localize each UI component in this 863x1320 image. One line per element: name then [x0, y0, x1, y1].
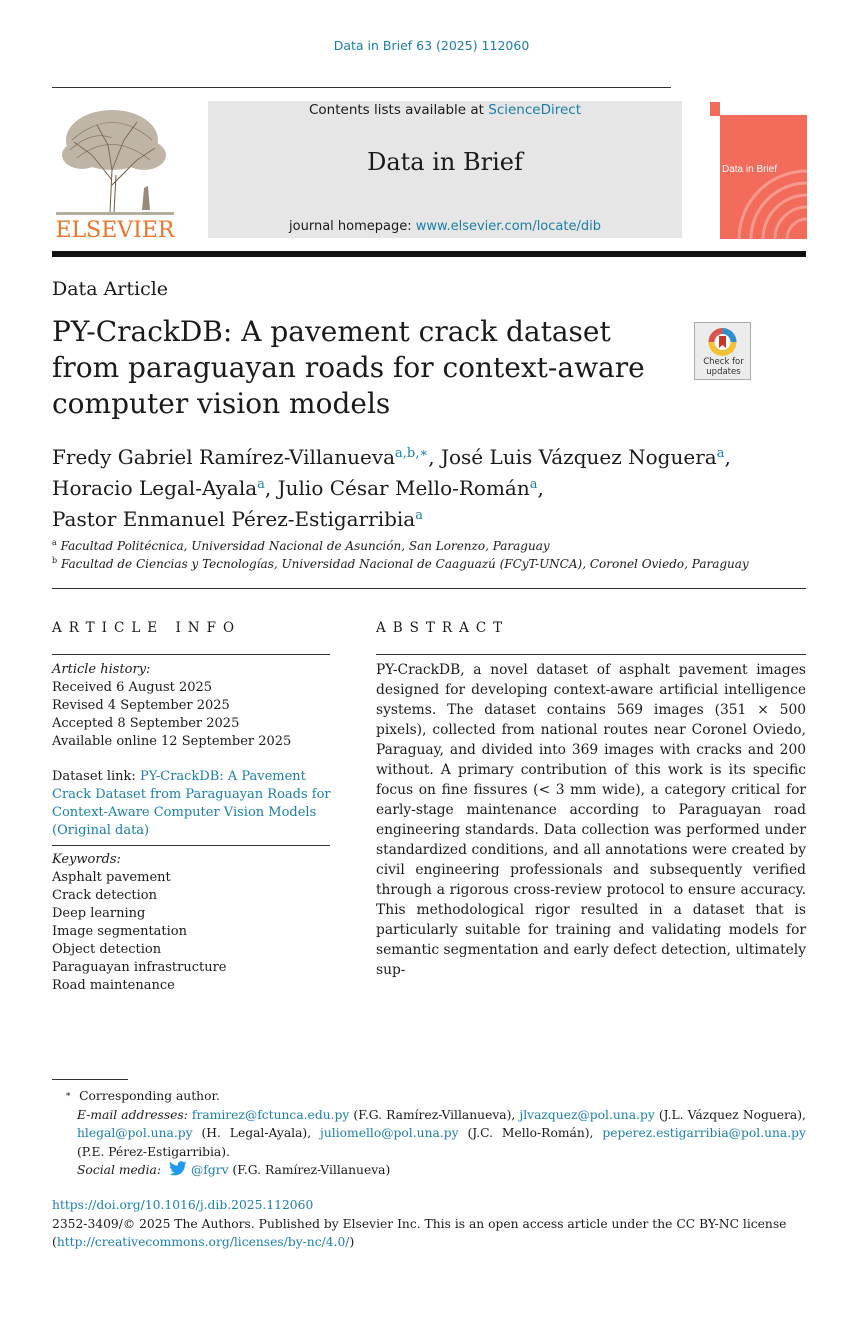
keyword: Deep learning	[52, 906, 146, 921]
keyword: Asphalt pavement	[52, 870, 171, 885]
doi-license-block	[52, 1196, 812, 1252]
abstract-heading: ABSTRACT	[376, 620, 510, 636]
keyword: Road maintenance	[52, 978, 175, 993]
doi-link[interactable]: https://doi.org/10.1016/j.dib.2025.112060	[52, 1198, 314, 1212]
elsevier-logo	[52, 100, 178, 240]
author-affiliation-mark[interactable]: a	[257, 477, 265, 492]
email-link[interactable]: framirez@fctunca.edu.py	[191, 1107, 350, 1122]
affiliation-a-text: Facultad Politécnica, Universidad Nacional de Asunción, San Lorenzo, Paraguay	[60, 539, 550, 553]
author-name: Fredy Gabriel Ramírez-Villanueva	[52, 445, 396, 469]
header-rule	[52, 87, 671, 88]
article-type: Data Article	[52, 278, 169, 300]
corresponding-author-mark[interactable]: ∗	[419, 446, 429, 461]
license-link[interactable]: http://creativecommons.org/licenses/by-nc/4.0/	[56, 1235, 350, 1249]
keywords-block	[52, 851, 332, 995]
author-separator: ,	[537, 476, 544, 500]
email-link[interactable]: juliomello@pol.una.py	[320, 1126, 459, 1140]
author-separator: ,	[724, 445, 731, 469]
author-name: Julio César Mello-Román	[277, 476, 530, 500]
keyword: Object detection	[52, 942, 162, 957]
corresponding-note	[52, 1086, 806, 1106]
social-label: Social media:	[77, 1163, 162, 1177]
cover-title: Data in Brief	[722, 164, 778, 175]
author-affiliation-mark[interactable]: a	[529, 477, 538, 492]
email-link[interactable]: hlegal@pol.una.py	[77, 1126, 193, 1140]
license-line: 2352-3409/© 2025 The Authors. Published by Elsevier Inc. This is an open access article under the CC BY-NC license	[52, 1216, 787, 1231]
corresponding-text: Corresponding author.	[79, 1089, 220, 1103]
license-open-paren: (	[52, 1235, 57, 1249]
social-media	[52, 1161, 806, 1180]
check-updates-icon	[695, 323, 750, 359]
author-list	[52, 440, 812, 533]
footnotes	[52, 1086, 806, 1180]
email-addresses	[52, 1106, 806, 1162]
author-affiliation-mark[interactable]: a,b,	[395, 446, 420, 461]
author-affiliation-mark[interactable]: a	[716, 446, 725, 461]
twitter-icon	[168, 1161, 188, 1177]
article-title: PY-CrackDB: A pavement crack dataset from paraguayan roads for context-aware computer vision models	[52, 315, 645, 420]
email-label: E-mail addresses:	[77, 1107, 188, 1122]
affiliation-b-mark: b	[52, 556, 58, 565]
homepage-line	[208, 219, 682, 234]
affiliation-a	[52, 538, 550, 553]
affiliation-b-text: Facultad de Ciencias y Tecnologías, Universidad Nacional de Caaguazú (FCyT-UNCA), Coronel Oviedo, Paraguay	[60, 557, 749, 571]
email-link[interactable]: jlvazquez@pol.una.py	[519, 1107, 655, 1122]
affiliation-a-mark: a	[52, 538, 57, 547]
abstract-text: PY-CrackDB, a novel dataset of asphalt pavement images designed for developing context-aware artificial intelligence systems. The dataset contains 569 images (351 × 500 pixels), collected from national routes near Coronel Oviedo, Paraguay, and divided into 369 images with cracks and 200 without. A primary contribution of this work is its specific focus on fine fissures (< 3 mm wide), a category critical for early-stage maintenance according to Paraguayan road engineering standards. Data collection was performed under standardized conditions, and all annotations were created by civil engineering professionals and subsequently verified through a rigorous cross-review protocol to ensure accuracy. This methodological rigor resulted in a dataset that is particularly suitable for training and validating models for semantic segmentation and early defect detection, ultimately sup-	[376, 662, 806, 978]
author-name: Pastor Enmanuel Pérez-Estigarribia	[52, 507, 416, 531]
dataset-link-block	[52, 768, 332, 840]
author-separator: ,	[264, 476, 278, 500]
keyword: Paraguayan infrastructure	[52, 960, 227, 975]
article-history	[52, 661, 332, 751]
received-date: Received 6 August 2025	[52, 680, 213, 695]
article-info-rule	[52, 654, 330, 655]
sciencedirect-link[interactable]: ScienceDirect	[488, 102, 582, 118]
abstract-rule	[376, 654, 806, 655]
journal-reference[interactable]: Data in Brief 63 (2025) 112060	[333, 38, 530, 53]
license-url-line	[52, 1233, 812, 1252]
keywords-rule	[52, 845, 330, 846]
email-owner: (P.E. Pérez-Estigarribia).	[77, 1144, 230, 1159]
article-info-heading: ARTICLE INFO	[52, 620, 242, 636]
license-close-paren: )	[349, 1235, 355, 1249]
footnote-rule	[52, 1079, 128, 1080]
check-for-updates-button[interactable]	[694, 322, 751, 380]
email-owner: (J.C. Mello-Román),	[458, 1126, 603, 1140]
homepage-link[interactable]: www.elsevier.com/locate/dib	[415, 219, 601, 234]
social-handle-link[interactable]: @fgrv	[190, 1163, 229, 1177]
history-label: Article history:	[52, 662, 151, 677]
email-owner: (H. Legal-Ayala),	[192, 1126, 321, 1140]
email-link[interactable]: peperez.estigarribia@pol.una.py	[602, 1126, 806, 1140]
author-name: José Luis Vázquez Noguera	[440, 445, 717, 469]
email-owner: (F.G. Ramírez-Villanueva),	[349, 1107, 520, 1122]
affiliation-b	[52, 556, 749, 571]
header-thick-rule	[52, 251, 806, 257]
homepage-prefix: journal homepage:	[289, 219, 416, 234]
dataset-link[interactable]: PY-CrackDB: A Pavement Crack Dataset from Paraguayan Roads for Context-Aware Computer Vision Models (Original data)	[52, 769, 331, 838]
author-affiliation-mark[interactable]: a	[415, 508, 423, 523]
corresponding-star: ∗	[65, 1090, 72, 1100]
contents-prefix: Contents lists available at	[308, 102, 489, 118]
journal-cover-thumbnail	[708, 100, 807, 239]
keywords-label: Keywords:	[52, 852, 121, 867]
accepted-date: Accepted 8 September 2025	[52, 716, 240, 731]
check-updates-label: Check for updates	[703, 357, 744, 377]
email-owner: (J.L. Vázquez Noguera),	[654, 1107, 806, 1122]
keyword: Image segmentation	[52, 924, 187, 939]
elsevier-wordmark: ELSEVIER	[55, 218, 175, 240]
author-name: Horacio Legal-Ayala	[52, 476, 258, 500]
contents-line	[208, 102, 682, 118]
revised-date: Revised 4 September 2025	[52, 698, 230, 713]
journal-name: Data in Brief	[367, 148, 523, 176]
keyword: Crack detection	[52, 888, 157, 903]
author-separator: ,	[428, 445, 441, 469]
dataset-link-label: Dataset link:	[52, 769, 140, 784]
affiliation-rule	[52, 588, 806, 589]
online-date: Available online 12 September 2025	[52, 734, 292, 749]
social-owner: (F.G. Ramírez-Villanueva)	[228, 1163, 391, 1177]
